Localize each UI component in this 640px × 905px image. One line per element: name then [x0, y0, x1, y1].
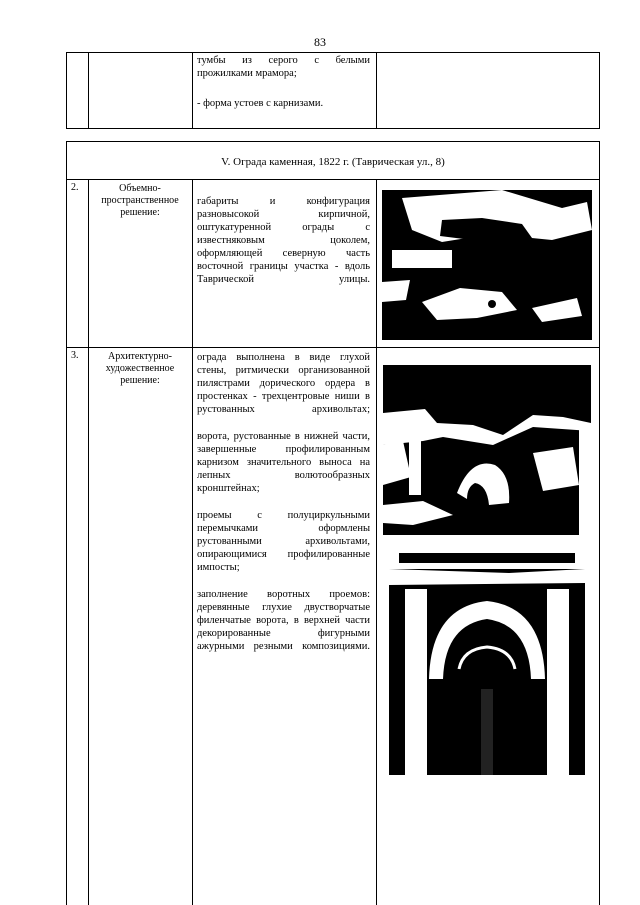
row-2-paragraph-1: габариты и конфигурация разновысокой кирпичной, оштукатуренной ограды с известняковым цоколем, оформляющей северную часть восточной границы участка - вдоль Таврической улицы. — [197, 196, 370, 285]
row-2-label: Объемно-пространственное решение: — [101, 183, 179, 218]
row-3-label: Архитектурно-художественное решение: — [105, 351, 175, 386]
section-title: V. Ограда каменная, 1822 г. (Таврическая ул., 8) — [221, 156, 445, 168]
fence-photo-2 — [383, 365, 591, 535]
gate-photo-3 — [389, 549, 585, 786]
gate-photo-3-image — [389, 549, 585, 786]
row-3-paragraph-1: ограда выполнена в виде глухой стены, ритмически организованной пилястрами дорического ордера в простенках - трехцентровые ниши в рустованных архивольтах; — [197, 352, 370, 415]
fence-photo-1-image — [382, 190, 592, 340]
row-2-number: 2. — [71, 182, 79, 193]
continuation-text-line-2: прожилками мрамора; — [197, 68, 297, 79]
page-number: 83 — [314, 35, 326, 49]
fence-photo-2-image — [383, 365, 591, 535]
row-3-number: 3. — [71, 350, 79, 361]
continuation-text-line-3: - форма устоев с карнизами. — [197, 98, 324, 109]
row-3-paragraph-2: ворота, рустованные в нижней части, завершенные профилированным карнизом значительного выноса на лепных волютообразных кронштейнах; — [197, 431, 370, 494]
row-3-paragraph-4: заполнение воротных проемов: деревянные глухие двустворчатые филенчатые ворота, в верхней части декорированные фигурными ажурными резными композициями. — [197, 589, 370, 652]
row-3-paragraph-3: проемы с полуциркульными перемычками оформлены рустованными архивольтами, опирающимися профилированные импосты; — [197, 510, 370, 573]
continuation-text-line-1: тумбы из серого с белыми — [197, 55, 370, 66]
fence-photo-1 — [382, 190, 592, 340]
